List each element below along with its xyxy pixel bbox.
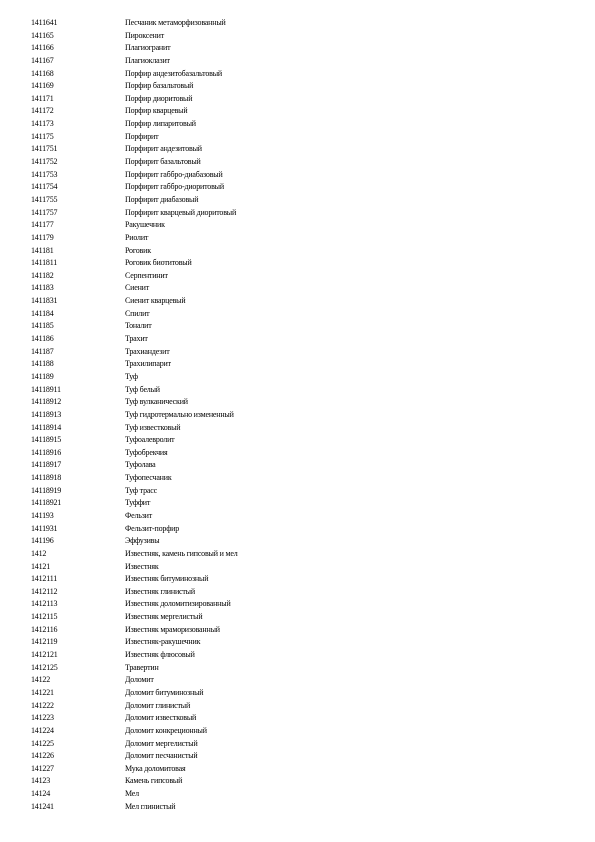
item-code: 1411753 [31,169,58,179]
list-item [0,17,595,30]
item-name: Доломит мергелистый [125,738,198,748]
item-code: 1411831 [31,296,58,306]
item-code: 141165 [31,30,54,40]
item-name: Туф [125,371,138,381]
list-item [0,775,595,788]
item-name: Серпентинит [125,270,168,280]
item-name: Пироксенит [125,30,165,40]
item-code: 14118915 [31,435,62,445]
item-name: Ракушечник [125,220,165,230]
list-item [0,510,595,523]
item-code: 14118913 [31,409,62,419]
item-code: 1411931 [31,523,58,533]
item-code: 141188 [31,359,54,369]
list-item [0,320,595,333]
item-name: Плагиоклазит [125,55,170,65]
item-code: 141169 [31,81,54,91]
list-item [0,143,595,156]
item-code: 1412112 [31,586,58,596]
item-name: Трахит [125,334,148,344]
item-name: Трахилипарит [125,359,171,369]
list-item [0,42,595,55]
list-item [0,156,595,169]
list-item [0,333,595,346]
list-item [0,523,595,536]
item-name: Порфир липаритовый [125,119,196,129]
item-name: Порфир андезитобазальтовый [125,68,222,78]
list-item [0,674,595,687]
item-name: Известняк, камень гипсовый и мел [125,548,238,558]
list-item [0,649,595,662]
item-name: Порфирит [125,131,159,141]
item-code: 1411752 [31,157,58,167]
list-item [0,384,595,397]
item-name: Туф известковый [125,422,181,432]
item-code: 1411755 [31,194,58,204]
item-name: Известняк глинистый [125,586,195,596]
list-item [0,801,595,814]
item-code: 141221 [31,687,54,697]
list-item [0,207,595,220]
list-item [0,295,595,308]
item-name: Сиенит кварцевый [125,296,186,306]
list-item [0,573,595,586]
list-item [0,712,595,725]
list-item [0,535,595,548]
item-name: Песчаник метаморфизованный [125,18,226,27]
item-code: 14118914 [31,422,62,432]
item-name: Порфир диоритовый [125,93,193,103]
list-item [0,232,595,245]
item-code: 14118916 [31,447,62,457]
item-code: 141171 [31,93,54,103]
item-name: Доломит конкреционный [125,725,207,735]
item-name: Туфолава [125,460,156,470]
list-item [0,30,595,43]
list-item [0,422,595,435]
item-name: Туфобрекчия [125,447,168,457]
item-name: Доломит песчанистый [125,751,198,761]
list-item [0,181,595,194]
item-code: 141223 [31,713,54,723]
item-code: 14122 [31,675,51,685]
list-item [0,434,595,447]
list-item [0,308,595,321]
item-name: Риолит [125,232,149,242]
item-code: 141226 [31,751,54,761]
item-code: 141227 [31,763,54,773]
item-code: 141166 [31,43,54,53]
list-item [0,636,595,649]
item-name: Порфирит базальтовый [125,157,201,167]
item-name: Порфир кварцевый [125,106,188,116]
item-code: 14121 [31,561,51,571]
list-item [0,459,595,472]
item-code: 141185 [31,321,54,331]
item-code: 141168 [31,68,54,78]
item-name: Эффузивы [125,536,160,546]
list-item [0,561,595,574]
list-item [0,497,595,510]
item-code: 14118919 [31,485,62,495]
list-item [0,245,595,258]
item-code: 14118918 [31,473,62,483]
item-code: 141181 [31,245,54,255]
list-item [0,270,595,283]
list-item [0,548,595,561]
item-code: 1411754 [31,182,58,192]
item-name: Известняк битуминозный [125,574,209,584]
item-name: Фельзит [125,510,153,520]
item-code: 141182 [31,270,54,280]
item-code: 14118921 [31,498,62,508]
item-code: 1412111 [31,574,58,584]
item-name: Известняк [125,561,159,571]
item-name: Фельзит-порфир [125,523,180,533]
item-name: Сиенит [125,283,150,293]
item-name: Туф трасс [125,485,157,495]
item-code: 141193 [31,510,54,520]
item-name: Доломит [125,675,154,685]
item-code: 141184 [31,308,54,318]
list-item [0,169,595,182]
list-item [0,624,595,637]
item-code: 141175 [31,131,54,141]
item-name: Порфирит диабазовый [125,194,199,204]
list-item [0,131,595,144]
item-code: 14118911 [31,384,61,394]
item-code: 141179 [31,232,54,242]
item-name: Роговик [125,245,151,255]
item-code: 14118917 [31,460,62,470]
item-code: 1411641 [31,18,58,27]
item-code: 1412125 [31,662,58,672]
item-code: 1412116 [31,624,58,634]
list-item [0,409,595,422]
item-name: Трахиандезит [125,346,170,356]
item-name: Туффит [125,498,151,508]
item-name: Доломит глинистый [125,700,191,710]
item-code: 141241 [31,801,54,811]
item-name: Известняк мергелистый [125,612,203,622]
item-name: Известняк флюсовый [125,650,195,660]
list-item [0,80,595,93]
item-code: 14123 [31,776,51,786]
list-item [0,485,595,498]
list-item [0,447,595,460]
item-name: Камень гипсовый [125,776,183,786]
item-name: Туфопесчаник [125,473,172,483]
item-code: 141177 [31,220,54,230]
item-code: 1411757 [31,207,58,217]
item-code: 141222 [31,700,54,710]
item-code: 14118912 [31,397,62,407]
list-item [0,472,595,485]
list-item [0,662,595,675]
item-code: 141187 [31,346,54,356]
list-item [0,396,595,409]
item-name: Роговик биотитовый [125,258,192,268]
item-name: Спилит [125,308,150,318]
list-item [0,750,595,763]
list-item [0,346,595,359]
item-name: Доломит известковый [125,713,197,723]
item-name: Травертин [125,662,159,672]
list-item [0,700,595,713]
item-code: 141173 [31,119,54,129]
list-item [0,219,595,232]
item-code: 141172 [31,106,54,116]
item-code: 14124 [31,789,51,799]
code-list [0,17,595,813]
list-item [0,725,595,738]
list-item [0,282,595,295]
list-item [0,194,595,207]
list-item [0,611,595,624]
item-name: Порфирит габбро-диабазовый [125,169,223,179]
list-item [0,763,595,776]
item-name: Тоналит [125,321,152,331]
item-code: 141224 [31,725,54,735]
item-name: Порфирит кварцевый диоритовый [125,207,237,217]
item-code: 1411751 [31,144,58,154]
item-name: Туф белый [125,384,160,394]
list-item [0,105,595,118]
item-code: 141183 [31,283,54,293]
item-name: Порфирит габбро-диоритовый [125,182,224,192]
list-item [0,598,595,611]
list-item [0,118,595,131]
item-name: Мел глинистый [125,801,176,811]
item-name: Туф вулканический [125,397,188,407]
item-code: 1412115 [31,612,58,622]
item-name: Порфирит андезитовый [125,144,202,154]
list-item [0,358,595,371]
list-item [0,68,595,81]
list-item [0,257,595,270]
item-code: 141225 [31,738,54,748]
item-code: 1412119 [31,637,58,647]
item-code: 1412113 [31,599,58,609]
list-item [0,788,595,801]
item-name: Известняк мраморизованный [125,624,220,634]
item-code: 1412121 [31,650,58,660]
item-code: 141167 [31,55,54,65]
item-code: 141196 [31,536,54,546]
item-name: Известняк-ракушечник [125,637,201,647]
item-name: Плагиогранит [125,43,171,53]
item-code: 141189 [31,371,54,381]
item-name: Мука доломитовая [125,763,186,773]
item-name: Туфоалевролит [125,435,175,445]
item-name: Мел [125,789,139,799]
list-item [0,687,595,700]
item-name: Доломит битуминозный [125,687,204,697]
list-item [0,738,595,751]
item-name: Порфир базальтовый [125,81,194,91]
list-item [0,371,595,384]
item-name: Туф гидротермально измененный [125,409,234,419]
list-item [0,93,595,106]
item-code: 141186 [31,334,54,344]
item-code: 1411811 [31,258,58,268]
list-item [0,586,595,599]
item-name: Известняк доломитизированный [125,599,231,609]
list-item [0,55,595,68]
item-code: 1412 [31,548,47,558]
